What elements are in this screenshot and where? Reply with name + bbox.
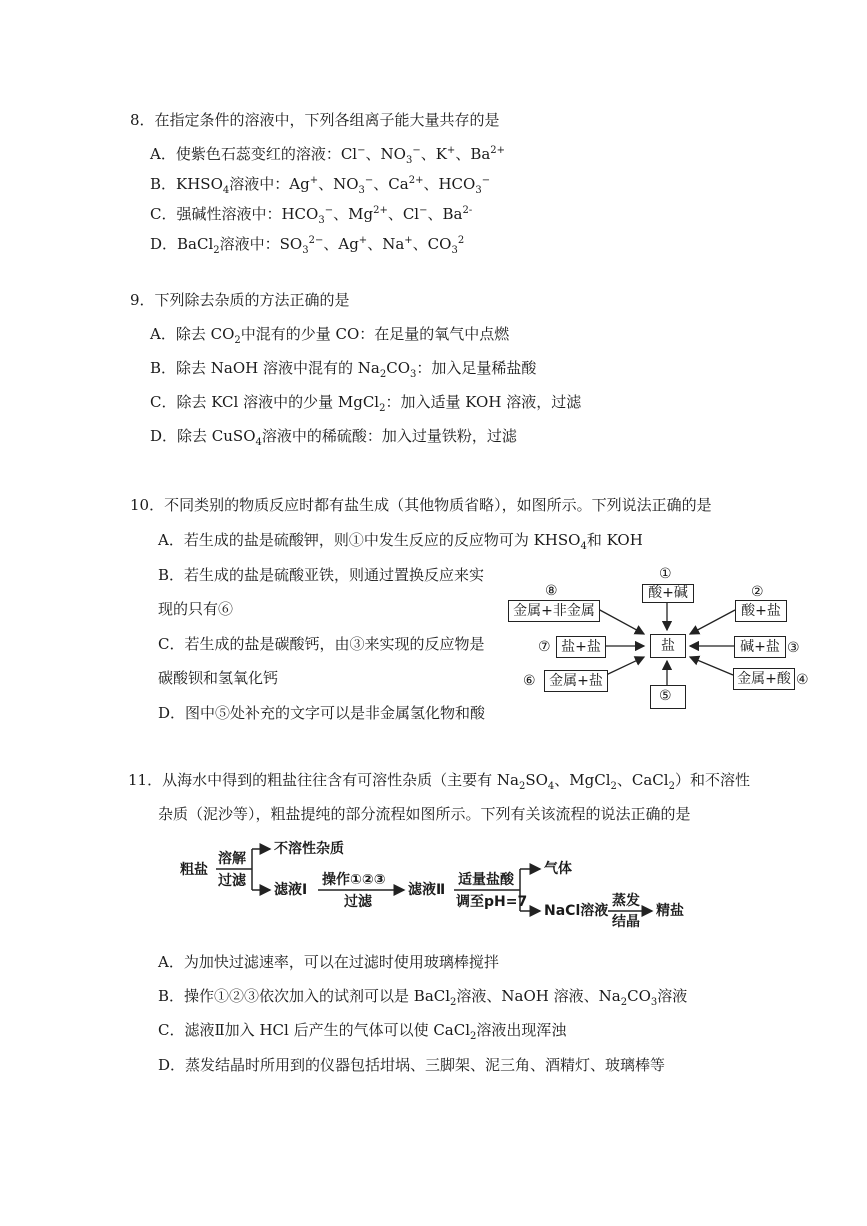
flow-dissolve: 溶解: [218, 851, 246, 867]
q11-option-c[interactable]: C．滤液Ⅱ加入 HCl 后产生的气体可以使 CaCl$_2$溶液出现浑浊: [158, 1021, 567, 1042]
q10-option-b-line1[interactable]: B．若生成的盐是硫酸亚铁，则通过置换反应来实: [158, 566, 485, 584]
q10-option-a[interactable]: A．若生成的盐是硫酸钾，则①中发生反应的反应物可为 $KHSO_4$和 KOH: [158, 531, 643, 552]
flow-nacl-solution: NaCl溶液: [544, 903, 609, 919]
q8-option-c[interactable]: C．强碱性溶液中：$HCO_3^-$、$Mg^{2+}$、Cl−、$Ba^{2-}$: [150, 205, 473, 226]
label-2: ②: [751, 584, 764, 600]
label-6: ⑥: [523, 673, 536, 689]
box-metal-nonmetal: 金属+非金属: [508, 600, 600, 622]
q10-option-c-line2: 碳酸钡和氢氧化钙: [158, 669, 279, 687]
flow-crude-salt: 粗盐: [180, 862, 208, 878]
flow-refined-salt: 精盐: [656, 903, 684, 919]
flow-gas: 气体: [544, 861, 572, 877]
flow-filter-2: 过滤: [344, 894, 372, 910]
q10-option-d[interactable]: D．图中⑤处补充的文字可以是非金属氢化物和酸: [158, 704, 486, 722]
q8-stem: 8．在指定条件的溶液中，下列各组离子能大量共存的是: [130, 111, 500, 129]
label-8: ⑧: [545, 583, 558, 599]
box-metal-salt: 金属+盐: [544, 670, 608, 692]
q9-stem: 9．下列除去杂质的方法正确的是: [130, 291, 350, 309]
q8-option-b[interactable]: B．$KHSO_4$溶液中：Ag+、$NO_3^-$、$Ca^{2+}$、$HCO_3^-$: [150, 175, 491, 196]
box-salt-salt: 盐+盐: [556, 636, 606, 658]
q10-stem: 10．不同类别的物质反应时都有盐生成（其他物质省略），如图所示。下列说法正确的是: [130, 496, 712, 514]
q11-option-b[interactable]: B．操作①②③依次加入的试剂可以是 BaCl$_2$溶液、NaOH 溶液、$Na_2CO_3$溶液: [158, 987, 688, 1008]
q9-option-c[interactable]: C．除去 KCl 溶液中的少量 MgCl$_2$：加入适量 KOH 溶液，过滤: [150, 393, 582, 414]
flow-ph: 调至pH=7: [456, 894, 528, 910]
q10-option-c-line1[interactable]: C．若生成的盐是碳酸钙，由③来实现的反应物是: [158, 635, 485, 653]
label-1: ①: [659, 566, 672, 582]
q11-option-a[interactable]: A．为加快过滤速率，可以在过滤时使用玻璃棒搅拌: [158, 953, 499, 971]
flow-evaporate: 蒸发: [612, 893, 640, 909]
box-metal-acid: 金属+酸: [733, 668, 795, 690]
q10-option-b-line2: 现的只有⑥: [158, 600, 234, 618]
q11-option-d[interactable]: D．蒸发结晶时所用到的仪器包括坩埚、三脚架、泥三角、酒精灯、玻璃棒等: [158, 1056, 666, 1074]
box-acid-salt: 酸+盐: [735, 600, 787, 622]
flow-crystallize: 结晶: [612, 914, 640, 930]
q11-stem-line1: 11．从海水中得到的粗盐往往含有可溶性杂质（主要有 $Na_2SO_4$、MgCl$_2$、CaCl$_2$）和不溶性: [128, 771, 750, 792]
flow-hcl: 适量盐酸: [458, 872, 514, 888]
label-7: ⑦: [538, 639, 551, 655]
q11-stem-line2: 杂质（泥沙等），粗盐提纯的部分流程如图所示。下列有关该流程的说法正确的是: [158, 805, 691, 823]
label-5: ⑤: [659, 688, 672, 704]
q9-option-b[interactable]: B．除去 NaOH 溶液中混有的 $Na_2CO_3$：加入足量稀盐酸: [150, 359, 537, 380]
box-base-salt: 碱+盐: [734, 636, 786, 658]
q8-option-d[interactable]: D．BaCl$_2$溶液中：$SO_3^{2-}$、Ag+、Na+、$CO_3^2$: [150, 235, 465, 256]
q9-option-d[interactable]: D．除去 CuSO$_4$溶液中的稀硫酸：加入过量铁粉，过滤: [150, 427, 517, 448]
flow-filtrate-1: 滤液Ⅰ: [274, 882, 308, 898]
salt-center-box: 盐: [650, 634, 686, 658]
q9-option-a[interactable]: A．除去 $CO_2$中混有的少量 CO：在足量的氧气中点燃: [150, 325, 510, 346]
flow-operation-123: 操作①②③: [322, 872, 386, 888]
box-acid-base: 酸+碱: [642, 584, 694, 603]
q8-option-a[interactable]: A．使紫色石蕊变红的溶液：Cl−、$NO_3^-$、K+、$Ba^{2+}$: [150, 145, 506, 166]
flow-filter-1: 过滤: [218, 873, 246, 889]
label-4: ④: [796, 672, 809, 688]
label-3: ③: [787, 640, 800, 656]
flow-filtrate-2: 滤液Ⅱ: [408, 882, 446, 898]
flow-insoluble: 不溶性杂质: [274, 841, 344, 857]
